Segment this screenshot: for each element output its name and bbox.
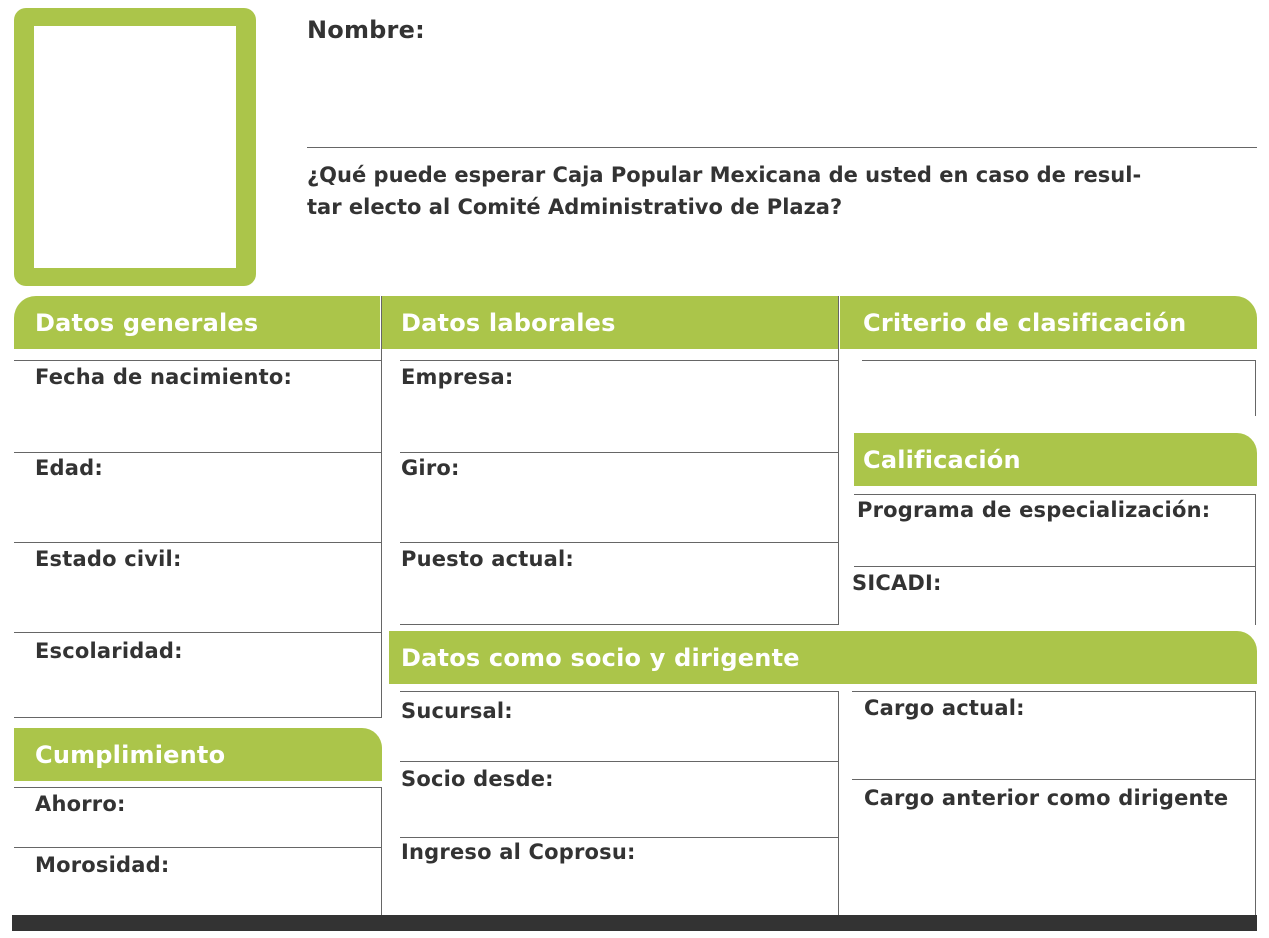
column-divider [1255,691,1256,915]
nombre-label: Nombre: [307,16,425,44]
field-programa-especializacion: Programa de especialización: [857,498,1211,522]
section-header-criterio-clasificacion: Criterio de clasificación [840,296,1257,349]
divider [852,779,1255,780]
photo-placeholder [34,26,236,268]
divider [854,494,1255,495]
divider [400,360,838,361]
field-estado-civil: Estado civil: [35,547,182,571]
field-edad: Edad: [35,456,103,480]
footer-bar [12,915,1257,931]
section-header-calificacion: Calificación [854,433,1257,486]
nombre-underline [307,147,1257,148]
divider [14,847,381,848]
divider [14,542,381,543]
field-morosidad: Morosidad: [35,853,170,877]
divider [14,787,381,788]
section-header-cumplimiento: Cumplimiento [14,728,382,781]
column-divider [1255,360,1256,416]
field-fecha-nacimiento: Fecha de nacimiento: [35,365,293,389]
field-socio-desde: Socio desde: [401,767,554,791]
divider [400,542,838,543]
divider [14,717,381,718]
section-header-datos-generales: Datos generales [14,296,380,349]
divider [400,691,838,692]
column-divider [381,296,382,718]
column-divider [838,296,839,625]
divider [852,691,1255,692]
divider [14,360,381,361]
photo-frame[interactable] [14,8,256,286]
field-ingreso-coprosu: Ingreso al Coprosu: [401,840,636,864]
field-cargo-actual: Cargo actual: [864,696,1025,720]
column-divider [1255,494,1256,625]
divider [14,632,381,633]
field-sicadi: SICADI: [852,571,942,595]
divider [400,837,838,838]
field-puesto-actual: Puesto actual: [401,547,575,571]
divider [14,452,381,453]
field-sucursal: Sucursal: [401,699,513,723]
question-line-1: ¿Qué puede esperar Caja Popular Mexicana de usted en caso de resul- [307,163,1142,187]
field-empresa: Empresa: [401,365,514,389]
divider [400,452,838,453]
question-text [307,159,1207,223]
field-ahorro: Ahorro: [35,792,126,816]
divider [400,624,838,625]
field-giro: Giro: [401,456,460,480]
divider [862,360,1255,361]
section-header-datos-laborales: Datos laborales [382,296,838,349]
section-header-datos-socio-dirigente: Datos como socio y dirigente [389,631,1257,684]
divider [400,761,838,762]
column-divider [838,691,839,915]
question-line-2: tar electo al Comité Administrativo de Plaza? [307,195,843,219]
field-escolaridad: Escolaridad: [35,639,183,663]
field-cargo-anterior: Cargo anterior como dirigente [864,786,1229,810]
column-divider [381,787,382,915]
divider [854,566,1255,567]
